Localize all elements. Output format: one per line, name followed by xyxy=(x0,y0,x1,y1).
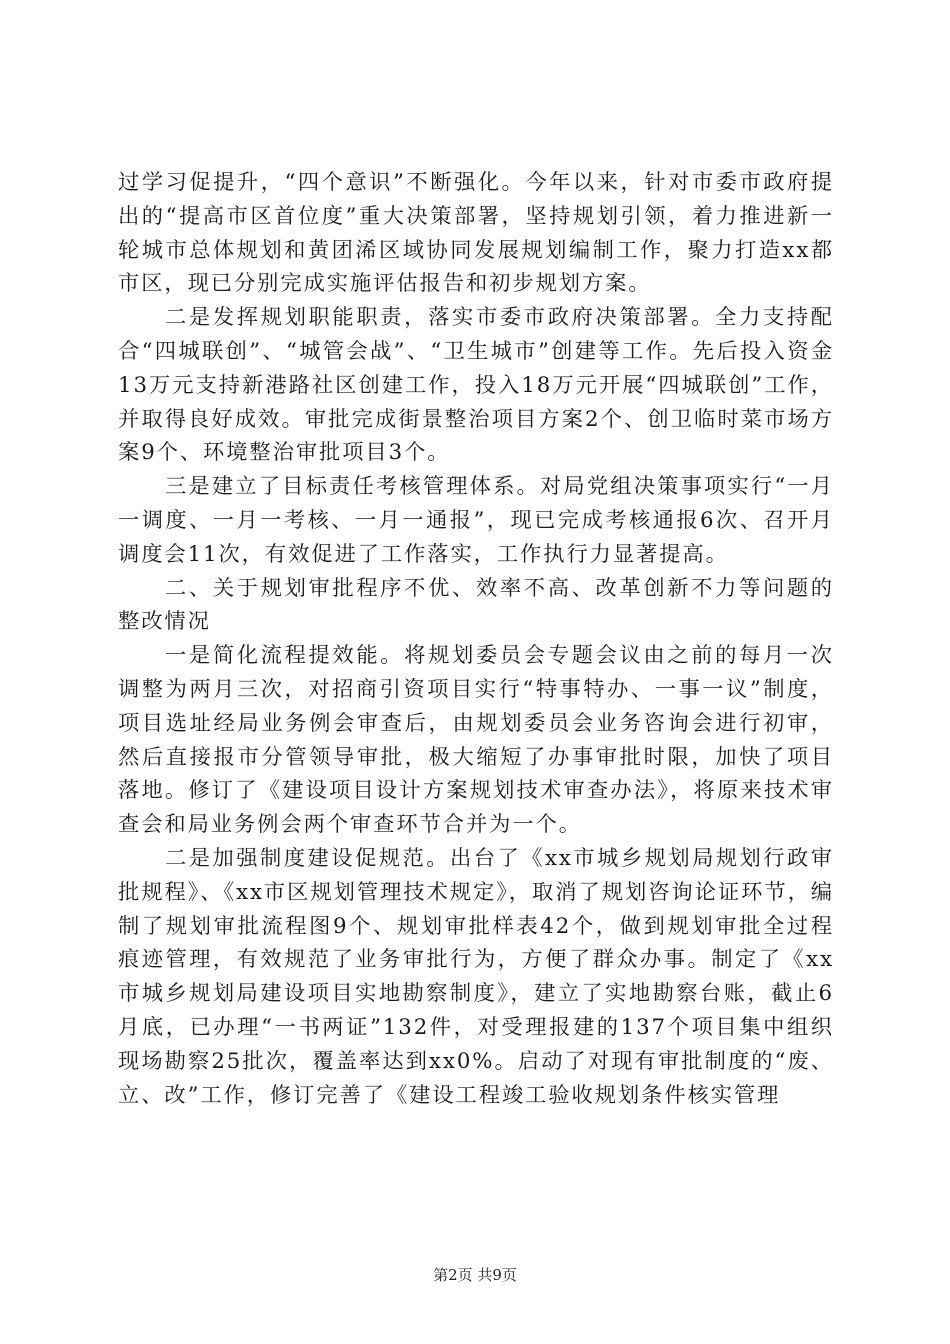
page-number-footer: 第2页 共9页 xyxy=(433,1266,517,1284)
paragraph-2: 二是发挥规划职能职责，落实市委市政府决策部署。全力支持配合“四城联创”、“城管会战”、“卫生城市”创建等工作。先后投入资金13万元支持新港路社区创建工作，投入18万元开展“四城联创”工作，并取得良好成效。审批完成街景整治项目方案2个、创卫临时菜市场方案9个、环境整治审批项目3个。 xyxy=(118,305,834,466)
paragraph-4: 一是简化流程提效能。将规划委员会专题会议由之前的每月一次调整为两月三次，对招商引资项目实行“特事特办、一事一议”制度，项目选址经局业务例会审查后，由规划委员会业务咨询会进行初审，然后直接报市分管领导审批，极大缩短了办事审批时限，加快了项目落地。修订了《建设项目设计方案规划技术审查办法》，将原来技术审查会和局业务例会两个审查环节合并为一个。 xyxy=(118,643,834,838)
section-heading: 二、关于规划审批程序不优、效率不高、改革创新不力等问题的整改情况 xyxy=(118,575,834,635)
paragraph-1: 过学习促提升，“四个意识”不断强化。今年以来，针对市委市政府提出的“提高市区首位度”重大决策部署，坚持规划引领，着力推进新一轮城市总体规划和黄团浠区域协同发展规划编制工作，聚力打造xx都市区，现已分别完成实施评估报告和初步规划方案。 xyxy=(118,170,834,297)
paragraph-3: 三是建立了目标责任考核管理体系。对局党组决策事项实行“一月一调度、一月一考核、一月一通报”，现已完成考核通报6次、召开月调度会11次，有效促进了工作落实，工作执行力显著提高。 xyxy=(118,474,834,567)
paragraph-5: 二是加强制度建设促规范。出台了《xx市城乡规划局规划行政审批规程》、《xx市区规划管理技术规定》，取消了规划咨询论证环节，编制了规划审批流程图9个、规划审批样表42个，做到规划审批全过程痕迹管理，有效规范了业务审批行为，方便了群众办事。制定了《xx市城乡规划局建设项目实地勘察制度》，建立了实地勘察台账，截止6月底，已办理“一书两证”132件，对受理报建的137个项目集中组织现场勘察25批次，覆盖率达到xx0%。启动了对现有审批制度的“废、立、改”工作，修订完善了《建设工程竣工验收规划条件核实管理 xyxy=(118,845,834,1108)
document-body xyxy=(118,166,834,1112)
